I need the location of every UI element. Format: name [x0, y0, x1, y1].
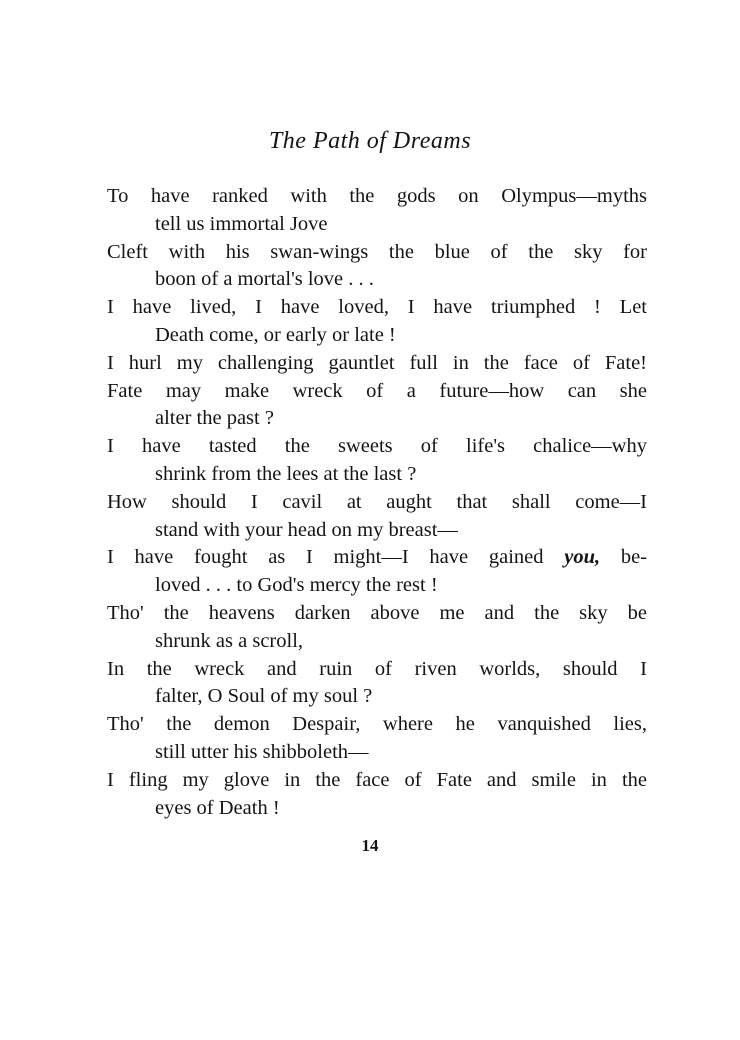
poem-line-hyphen: be- — [600, 546, 647, 569]
poem-line: I have lived, I have loved, I have triumphed ! Let — [107, 296, 647, 319]
poem-line: I fling my glove in the face of Fate and smile in the — [107, 768, 647, 791]
poem-line: To have ranked with the gods on Olympus—myths — [107, 185, 647, 207]
page-number: 14 — [361, 836, 379, 855]
poem-line: Tho' the demon Despair, where he vanquished lies, — [107, 713, 647, 736]
poem-line: In the wreck and ruin of riven worlds, should I — [107, 657, 647, 680]
poem-line: loved . . . to God's mercy the rest ! — [155, 574, 438, 597]
poem — [107, 183, 647, 822]
poem-line: How should I cavil at aught that shall come—I — [107, 490, 647, 513]
poem-line-with-emphasis — [107, 544, 647, 572]
poem-line: shrunk as a scroll, — [155, 629, 304, 652]
emphasized-word: you, — [564, 546, 601, 569]
poem-line: shrink from the lees at the last ? — [155, 462, 417, 485]
poem-line: stand with your head on my breast— — [155, 518, 458, 541]
poem-line: I have tasted the sweets of life's chalice—why — [107, 435, 647, 458]
poem-line-text: I have fought as I might—I have gained — [107, 546, 544, 569]
poem-line: Tho' the heavens darken above me and the sky be — [107, 601, 647, 624]
poem-line: Cleft with his swan-wings the blue of the sky for — [107, 240, 647, 263]
poem-line: I hurl my challenging gauntlet full in the face of Fate! — [107, 351, 647, 374]
poem-line: eyes of Death ! — [155, 796, 280, 819]
running-title: The Path of Dreams — [268, 128, 472, 154]
poem-line: alter the past ? — [155, 407, 274, 430]
poem-line: still utter his shibboleth— — [155, 740, 369, 763]
poem-line: boon of a mortal's love . . . — [155, 268, 374, 291]
poem-line: falter, O Soul of my soul ? — [155, 685, 373, 708]
poem-line: tell us immortal Jove — [155, 212, 328, 235]
poem-line: Death come, or early or late ! — [155, 323, 396, 346]
poem-line: Fate may make wreck of a future—how can she — [107, 379, 647, 402]
